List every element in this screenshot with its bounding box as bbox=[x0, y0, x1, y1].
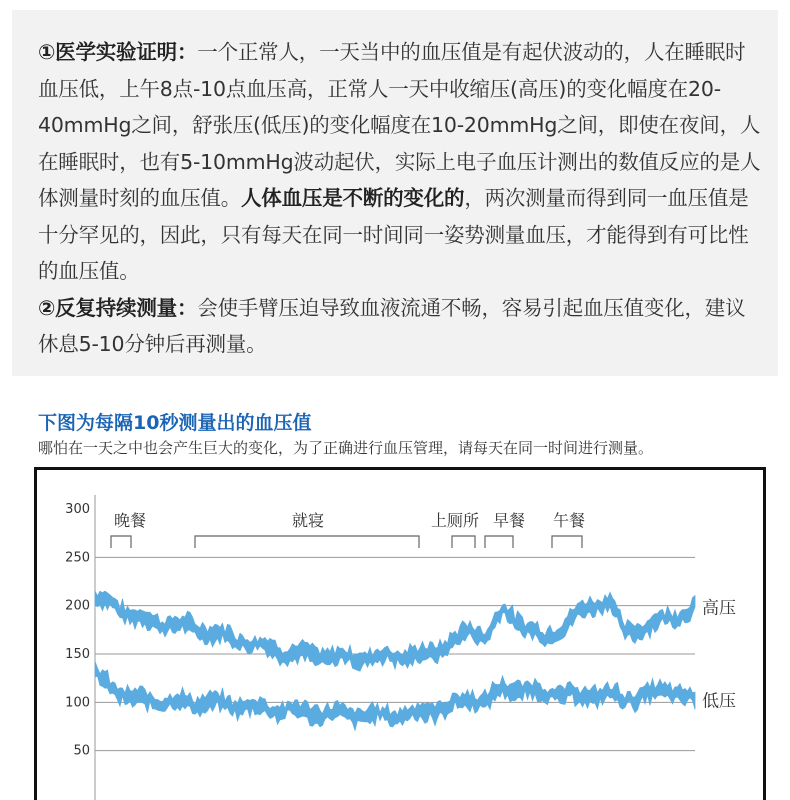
paragraph-1-text-a: 一个正常人，一天当中的血压值是有起伏波动的，人在睡眠时血压低，上午8点-10点血压高，正常人一天中收缩压(高压)的变化幅度在20-40mmHg之间，舒张压(低压)的变化幅度在10-20mmHg之间，即使在夜间，人在睡眠时，也有5-10mmHg波动起伏，实际上电子血压计测出的数值反应的是人体测量时刻的血压值。 bbox=[38, 40, 761, 210]
event-label: 上厕所 bbox=[430, 511, 480, 530]
chart-subheading: 哪怕在一天之中也会产生巨大的变化，为了正确进行血压管理，请每天在同一时间进行测量。 bbox=[38, 439, 654, 457]
event-label: 午餐 bbox=[552, 511, 586, 530]
event-label: 晚餐 bbox=[113, 511, 147, 530]
series-band bbox=[95, 661, 695, 730]
event-bracket bbox=[195, 536, 419, 548]
y-tick-label: 250 bbox=[65, 550, 90, 566]
series-band bbox=[95, 591, 695, 671]
paragraph-2 bbox=[38, 290, 762, 363]
event-label: 早餐 bbox=[492, 511, 526, 530]
y-tick-label: 150 bbox=[65, 647, 90, 662]
event-label: 就寝 bbox=[291, 511, 325, 530]
chart-heading: 下图为每隔10秒测量出的血压值 bbox=[38, 412, 312, 434]
y-tick-label: 200 bbox=[65, 598, 90, 614]
event-bracket bbox=[552, 536, 582, 548]
event-bracket bbox=[485, 536, 513, 548]
paragraph-1-emphasis: 人体血压是不断的变化的 bbox=[241, 186, 465, 210]
series-label: 高压 bbox=[702, 598, 736, 619]
paragraph-2-label: ②反复持续测量： bbox=[38, 295, 198, 320]
paragraph-1-text-b: ，两次测量而得到同一血压值是十分罕见的，因此，只有每天在同一时间同一姿势测量血压，才能得到有可比性的血压值。 bbox=[38, 186, 749, 283]
blood-pressure-chart bbox=[34, 467, 766, 800]
y-tick-label: 100 bbox=[65, 695, 90, 711]
series-label: 低压 bbox=[702, 691, 736, 712]
y-tick-label: 50 bbox=[73, 743, 90, 759]
event-bracket bbox=[111, 536, 131, 548]
event-bracket bbox=[452, 536, 475, 548]
y-tick-label: 300 bbox=[65, 502, 90, 517]
info-text bbox=[38, 34, 762, 363]
paragraph-1 bbox=[38, 34, 762, 290]
paragraph-2-text: 会使手臂压迫导致血液流通不畅，容易引起血压值变化，建议休息5-10分钟后再测量。 bbox=[38, 295, 746, 356]
chart-canvas bbox=[37, 470, 763, 800]
paragraph-1-label: ①医学实验证明： bbox=[38, 40, 198, 64]
